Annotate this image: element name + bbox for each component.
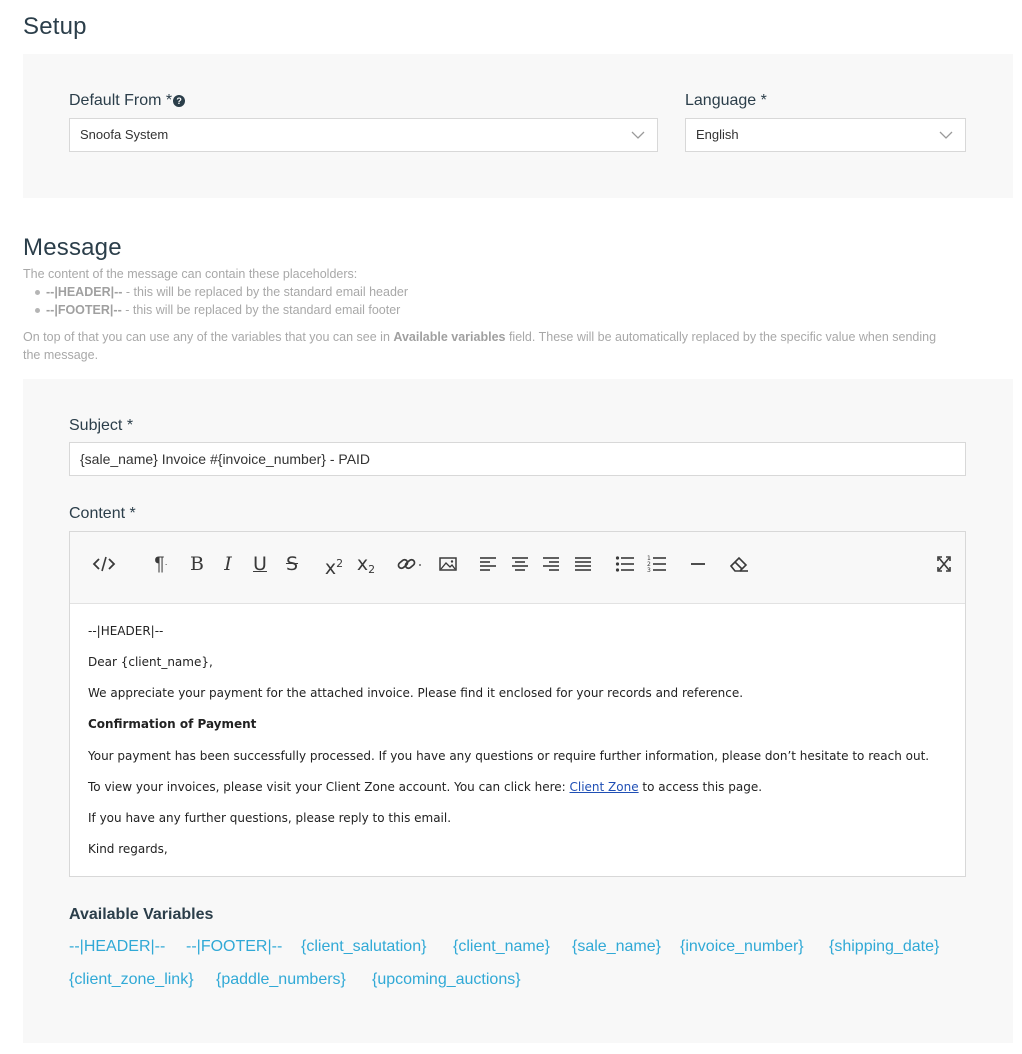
- svg-text:1: 1: [647, 555, 651, 562]
- content-heading: Confirmation of Payment: [88, 717, 257, 731]
- bold-icon[interactable]: B: [190, 553, 204, 575]
- align-right-icon[interactable]: [542, 554, 560, 574]
- paragraph-icon[interactable]: ¶·: [154, 554, 168, 575]
- content-line: --|HEADER|--: [88, 624, 164, 638]
- strikethrough-icon[interactable]: S: [285, 553, 299, 575]
- placeholder-text: - this will be replaced by the standard email footer: [121, 303, 401, 317]
- default-from-select[interactable]: [69, 118, 658, 152]
- setup-title: Setup: [23, 13, 87, 40]
- placeholder-list: [46, 283, 408, 319]
- chevron-down-icon: [631, 128, 645, 142]
- variable-link[interactable]: {paddle_numbers}: [216, 971, 346, 988]
- content-line: Dear {client_name},: [88, 655, 213, 669]
- default-from-label: [69, 92, 185, 110]
- variable-link[interactable]: {client_salutation}: [301, 938, 427, 955]
- message-title: Message: [23, 234, 122, 261]
- link-icon[interactable]: [396, 554, 424, 574]
- subject-input[interactable]: {sale_name} Invoice #{invoice_number} - PAID: [69, 442, 966, 476]
- superscript-icon[interactable]: $x^2$: [324, 557, 344, 579]
- variable-link[interactable]: {shipping_date}: [829, 938, 940, 955]
- desc-text: On top of that you can use any of the variables that you can see in: [23, 330, 394, 344]
- content-label: Content *: [69, 505, 136, 522]
- message-description-intro: The content of the message can contain these placeholders:: [23, 267, 358, 281]
- help-icon[interactable]: ?: [173, 95, 185, 107]
- list-item: [46, 301, 408, 319]
- content-line: Your payment has been successfully processed. If you have any questions or require further information, please don’t hesitate to reach out.: [88, 749, 930, 763]
- placeholder-text: - this will be replaced by the standard email header: [122, 285, 409, 299]
- language-value: English: [696, 127, 739, 142]
- content-editor[interactable]: [69, 531, 966, 877]
- svg-text:3: 3: [647, 567, 651, 574]
- chevron-down-icon: [939, 128, 953, 142]
- italic-icon[interactable]: I: [224, 553, 232, 575]
- language-label: Language *: [685, 92, 767, 109]
- variable-link[interactable]: {client_zone_link}: [69, 971, 194, 988]
- align-left-icon[interactable]: [479, 554, 497, 574]
- content-text: to access this page.: [638, 780, 763, 794]
- variable-link[interactable]: {client_name}: [453, 938, 550, 955]
- editor-toolbar: [70, 532, 965, 604]
- content-line: We appreciate your payment for the attached invoice. Please find it enclosed for your records and reference.: [88, 686, 744, 700]
- subscript-icon[interactable]: x2: [356, 553, 376, 576]
- underline-icon[interactable]: U: [253, 553, 267, 575]
- numbered-list-icon[interactable]: [647, 554, 667, 574]
- variable-link[interactable]: --|FOOTER|--: [186, 938, 283, 955]
- align-justify-icon[interactable]: [574, 554, 592, 574]
- list-item: [46, 283, 408, 301]
- fullscreen-icon[interactable]: [936, 554, 952, 574]
- svg-text:2: 2: [647, 561, 651, 568]
- variable-link[interactable]: {sale_name}: [572, 938, 661, 955]
- language-select[interactable]: [685, 118, 966, 152]
- variable-link[interactable]: {invoice_number}: [680, 938, 804, 955]
- clear-format-icon[interactable]: [728, 554, 750, 574]
- desc-text: field. These will be automatically replaced by the specific value when sending: [505, 330, 937, 344]
- bullet-list-icon[interactable]: [615, 554, 635, 574]
- code-view-icon[interactable]: [92, 554, 116, 574]
- client-zone-link[interactable]: Client Zone: [569, 780, 639, 794]
- horizontal-rule-icon[interactable]: [689, 554, 707, 574]
- subject-label: Subject *: [69, 417, 134, 434]
- default-from-label-text: Default From *: [69, 92, 173, 109]
- default-from-value: Snoofa System: [80, 127, 169, 142]
- content-line: If you have any further questions, please reply to this email.: [88, 811, 452, 825]
- placeholder-name: --|HEADER|--: [46, 285, 123, 299]
- align-center-icon[interactable]: [511, 554, 529, 574]
- desc-bold: Available variables: [393, 330, 506, 344]
- desc-text: the message.: [23, 348, 99, 362]
- variable-link[interactable]: --|HEADER|--: [69, 938, 166, 955]
- placeholder-name: --|FOOTER|--: [46, 303, 122, 317]
- content-line: [88, 780, 762, 794]
- available-variables-title: Available Variables: [69, 906, 214, 923]
- content-line: Kind regards,: [88, 842, 168, 856]
- image-icon[interactable]: [438, 554, 458, 574]
- message-description-variables: [23, 328, 1008, 364]
- content-text: To view your invoices, please visit your Client Zone account. You can click here:: [88, 780, 570, 794]
- variable-link[interactable]: {upcoming_auctions}: [372, 971, 521, 988]
